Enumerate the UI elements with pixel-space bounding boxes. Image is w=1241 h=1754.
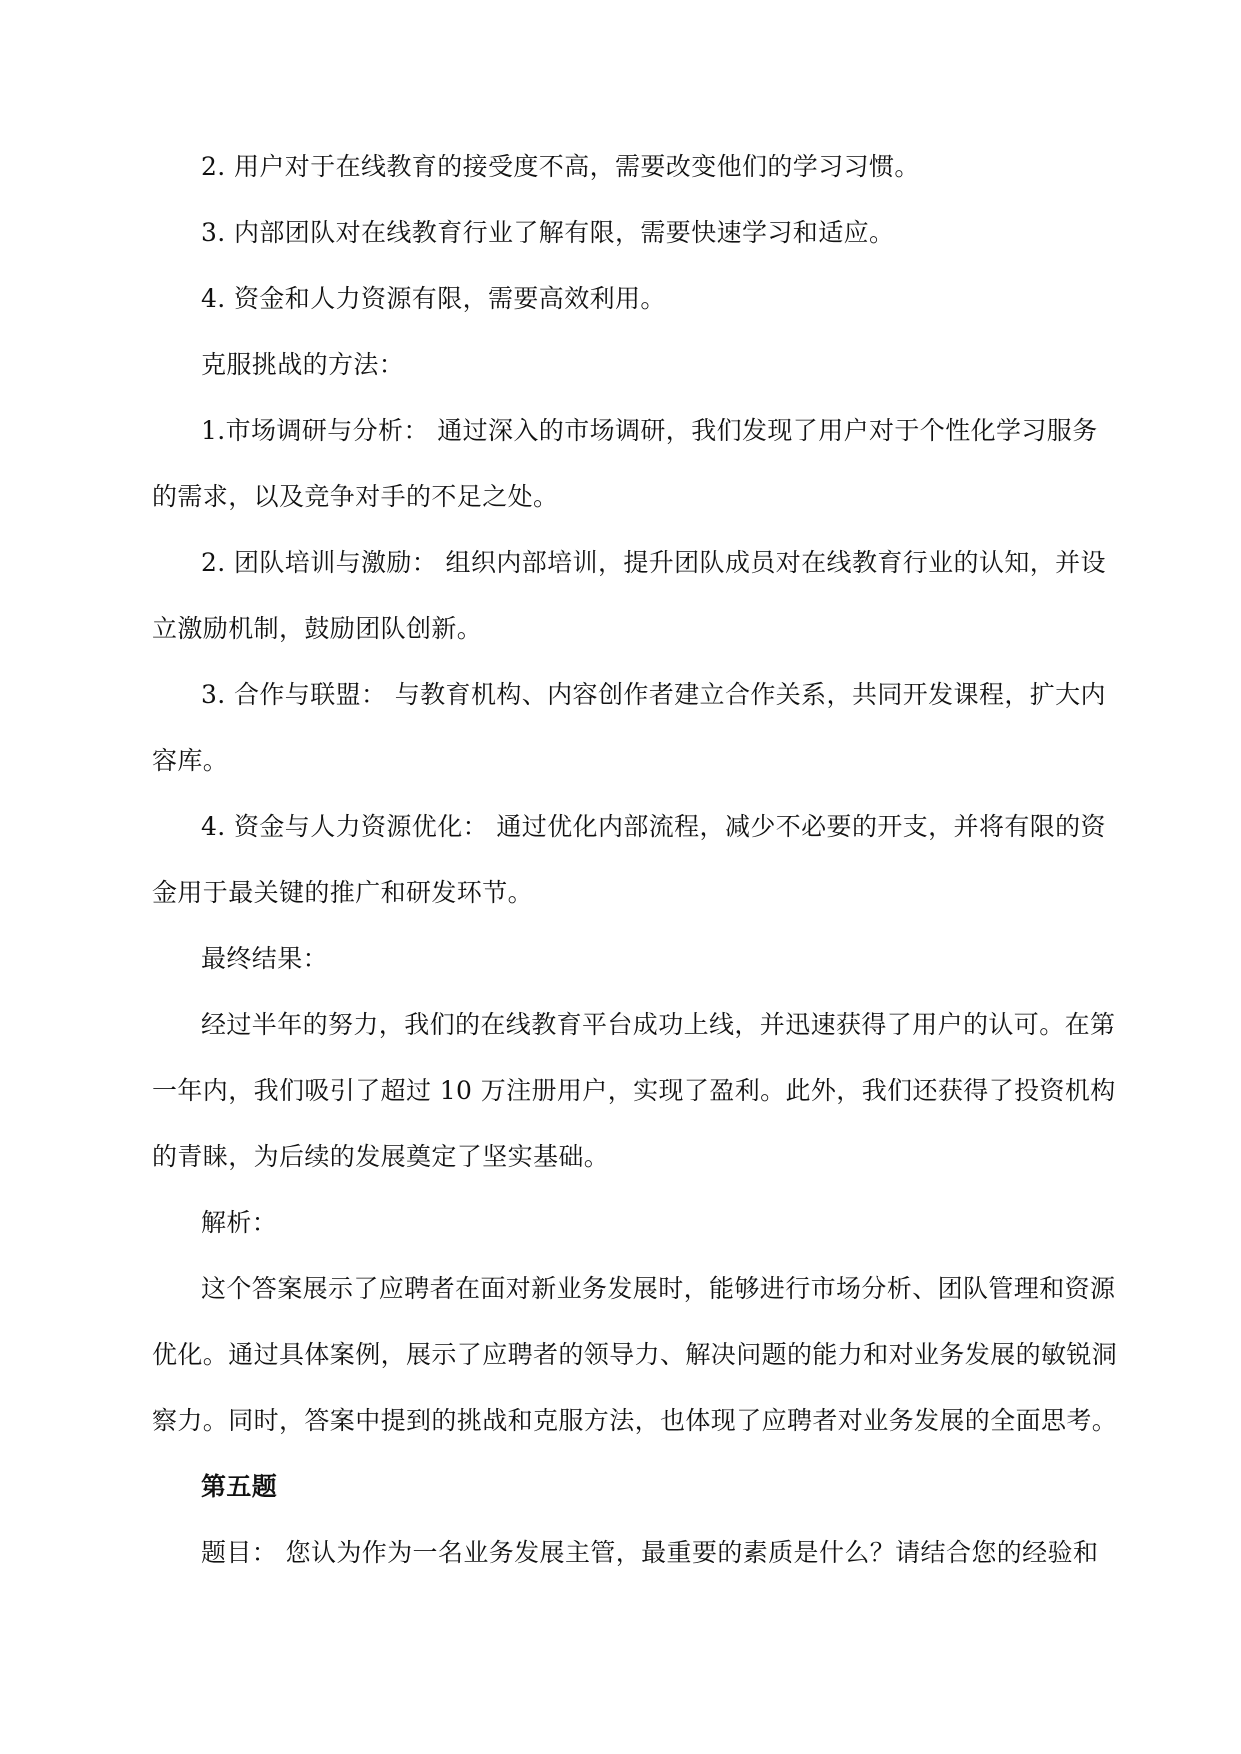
text-line: 题目： 您认为作为一名业务发展主管，最重要的素质是什么？请结合您的经验和 — [201, 1538, 1099, 1567]
text-line: 的需求，以及竞争对手的不足之处。 — [152, 482, 559, 511]
text-line: 的青睐，为后续的发展奠定了坚实基础。 — [152, 1142, 610, 1171]
text-line: 3. 内部团队对在线教育行业了解有限，需要快速学习和适应。 — [201, 218, 895, 247]
section-label: 解析： — [201, 1208, 278, 1237]
text-line: 2. 团队培训与激励： 组织内部培训，提升团队成员对在线教育行业的认知，并设 — [201, 548, 1106, 577]
text-line: 优化。通过具体案例，展示了应聘者的领导力、解决问题的能力和对业务发展的敏锐洞 — [152, 1340, 1118, 1369]
text-line: 察力。同时，答案中提到的挑战和克服方法，也体现了应聘者对业务发展的全面思考。 — [152, 1406, 1118, 1435]
text-line: 经过半年的努力，我们的在线教育平台成功上线，并迅速获得了用户的认可。在第 — [201, 1010, 1116, 1039]
text-line: 立激励机制，鼓励团队创新。 — [152, 614, 483, 643]
text-line: 2. 用户对于在线教育的接受度不高，需要改变他们的学习习惯。 — [201, 152, 920, 181]
text-line: 这个答案展示了应聘者在面对新业务发展时，能够进行市场分析、团队管理和资源 — [201, 1274, 1116, 1303]
text-line: 容库。 — [152, 746, 229, 775]
section-heading: 第五题 — [201, 1472, 278, 1501]
text-line: 4. 资金与人力资源优化： 通过优化内部流程，减少不必要的开支，并将有限的资 — [201, 812, 1106, 841]
text-line: 4. 资金和人力资源有限，需要高效利用。 — [201, 284, 666, 313]
section-label: 最终结果： — [201, 944, 329, 973]
text-line: 金用于最关键的推广和研发环节。 — [152, 878, 534, 907]
text-line: 1.市场调研与分析： 通过深入的市场调研，我们发现了用户对于个性化学习服务 — [201, 416, 1098, 445]
text-line: 3. 合作与联盟： 与教育机构、内容创作者建立合作关系，共同开发课程，扩大内 — [201, 680, 1106, 709]
text-line: 一年内，我们吸引了超过 10 万注册用户，实现了盈利。此外，我们还获得了投资机构 — [152, 1076, 1116, 1105]
section-label: 克服挑战的方法： — [201, 350, 405, 379]
